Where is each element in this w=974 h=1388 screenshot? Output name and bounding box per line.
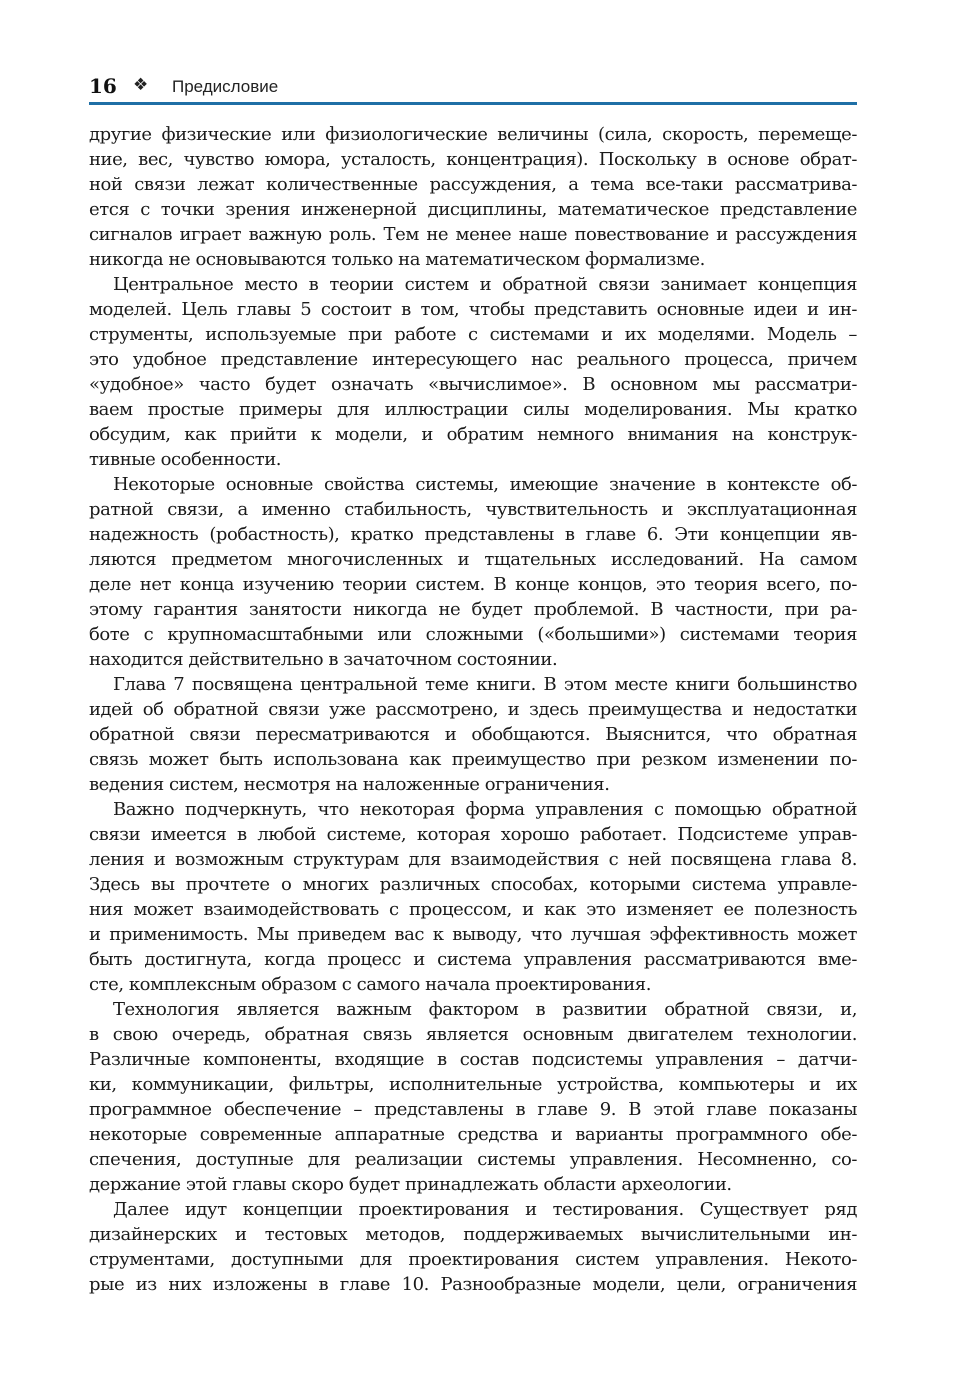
text-line: Далее идут концепции проектирования и тестирования. Существует ряд (113, 1199, 857, 1220)
text-line: другие физические или физиологические величины (сила, скорость, перемеще- (89, 124, 857, 145)
text-line: ки, коммуникации, фильтры, исполнительные устройства, компьютеры и их (89, 1074, 857, 1095)
text-line: надежность (робастность), кратко представлены в главе 6. Эти концепции яв- (89, 524, 857, 545)
text-line: идей об обратной связи уже рассмотрено, и здесь преимущества и недостатки (89, 699, 857, 720)
text-line: тивные особенности. (89, 449, 282, 470)
text-line: Некоторые основные свойства системы, имеющие значение в контексте об- (113, 474, 857, 495)
text-line: ляются предметом многочисленных и тщательных исследований. На самом (89, 549, 857, 570)
text-line: ратной связи, а именно стабильность, чувствительность и эксплуатационная (89, 499, 857, 520)
text-line: Технология является важным фактором в развитии обратной связи, и, (113, 999, 857, 1020)
paragraph (89, 472, 857, 672)
text-line: программное обеспечение – представлены в главе 9. В этой главе показаны (89, 1099, 857, 1120)
text-line: держание этой главы скоро будет принадлежать области археологии. (89, 1174, 732, 1195)
text-line: Важно подчеркнуть, что некоторая форма управления с помощью обратной (113, 799, 857, 820)
paragraph (89, 997, 857, 1197)
text-line: Центральное место в теории систем и обратной связи занимает концепция (113, 274, 857, 295)
text-line: ние, вес, чувство юмора, усталость, концентрация). Поскольку в основе обрат- (89, 149, 857, 170)
paragraph (89, 1197, 857, 1297)
text-line: быть достигнута, когда процесс и система управления рассматриваются вме- (89, 949, 857, 970)
paragraph (89, 122, 857, 272)
text-line: спечения, доступные для реализации системы управления. Несомненно, со- (89, 1149, 857, 1170)
text-line: дизайнерских и тестовых методов, поддерживаемых вычислительными ин- (89, 1224, 857, 1245)
header-rule (89, 102, 857, 105)
text-line: обсудим, как прийти к модели, и обратим немного внимания на конструк- (89, 424, 857, 445)
text-line: Глава 7 посвящена центральной теме книги. В этом месте книги большинство (113, 674, 857, 695)
text-line: ления и возможным структурам для взаимодействия с ней посвящена глава 8. (89, 849, 857, 870)
text-line: «удобное» часто будет означать «вычислимое». В основном мы рассматри- (89, 374, 857, 395)
text-line: ваем простые примеры для иллюстрации силы моделирования. Мы кратко (89, 399, 857, 420)
text-line: некоторые современные аппаратные средства и варианты программного обе- (89, 1124, 857, 1145)
page-header (89, 74, 857, 102)
page-number: 16 (89, 74, 117, 98)
paragraph (89, 272, 857, 472)
text-line: сигналов играет важную роль. Тем не менее наше повествование и рассуждения (89, 224, 857, 245)
paragraph (89, 672, 857, 797)
text-line: находится действительно в зачаточном состоянии. (89, 649, 558, 670)
text-line: ния может взаимодействовать с процессом, и как это изменяет ее полезность (89, 899, 857, 920)
text-line: деле нет конца изучению теории систем. В конце концов, это теория всего, по- (89, 574, 857, 595)
text-line: рые из них изложены в главе 10. Разнообразные модели, цели, ограничения (89, 1274, 857, 1295)
text-line: это удобное представление интересующего нас реального процесса, причем (89, 349, 857, 370)
text-line: Различные компоненты, входящие в состав подсистемы управления – датчи- (89, 1049, 857, 1070)
text-line: связь может быть использована как преимущество при резком изменении по- (89, 749, 857, 770)
body-text (89, 122, 857, 1297)
text-line: моделей. Цель главы 5 состоит в том, чтобы представить основные идеи и ин- (89, 299, 857, 320)
running-title: Предисловие (172, 77, 279, 96)
text-line: в свою очередь, обратная связь является основным двигателем технологии. (89, 1024, 857, 1045)
text-line: ется с точки зрения инженерной дисциплины, математическое представление (89, 199, 857, 220)
text-line: и применимость. Мы приведем вас к выводу, что лучшая эффективность может (89, 924, 857, 945)
text-line: Здесь вы прочтете о многих различных способах, которыми система управле- (89, 874, 857, 895)
text-line: струменты, используемые при работе с системами и их моделями. Модель – (89, 324, 857, 345)
text-line: связи имеется в любой системе, которая хорошо работает. Подсистеме управ- (89, 824, 857, 845)
ornament-icon: ❖ (133, 75, 149, 95)
text-line: никогда не основываются только на математическом формализме. (89, 249, 705, 270)
text-line: обратной связи пересматриваются и обобщаются. Выяснится, что обратная (89, 724, 857, 745)
text-line: струментами, доступными для проектирования систем управления. Некото- (89, 1249, 857, 1270)
text-line: ной связи лежат количественные рассуждения, а тема все-таки рассматрива- (89, 174, 857, 195)
text-line: этому гарантия занятости никогда не будет проблемой. В частности, при ра- (89, 599, 857, 620)
text-line: ведения систем, несмотря на наложенные ограничения. (89, 774, 610, 795)
paragraph (89, 797, 857, 997)
text-line: сте, комплексным образом с самого начала проектирования. (89, 974, 651, 995)
text-line: боте с крупномасштабными или сложными («большими») системами теория (89, 624, 857, 645)
